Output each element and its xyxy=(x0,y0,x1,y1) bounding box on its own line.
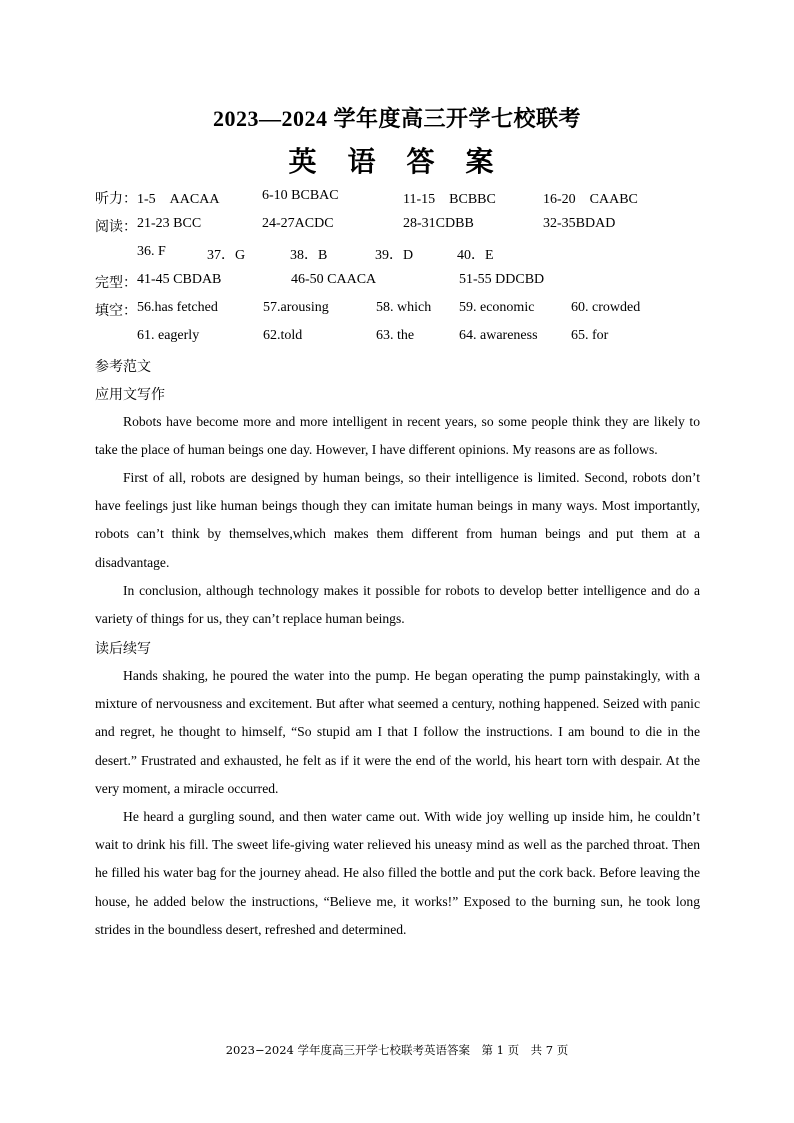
answer-item: 39．D xyxy=(375,248,414,263)
model-essays-heading: 参考范文 xyxy=(95,360,151,375)
cloze-label: 完型： xyxy=(95,276,137,291)
answer-item: 60. crowded xyxy=(571,300,641,315)
answer-item: 57.arousing xyxy=(263,300,329,315)
answer-item: 65. for xyxy=(571,328,609,343)
answer-group: 51-55 DDCBD xyxy=(459,272,545,287)
document-subtitle: 英 语 答 案 xyxy=(288,147,506,178)
answer-item: 62.told xyxy=(263,328,303,343)
answer-group: 6-10 BCBAC xyxy=(262,188,339,203)
answer-group: 21-23 BCC xyxy=(137,216,202,231)
answer-item: 40．E xyxy=(457,248,494,263)
answer-item: 36. F xyxy=(137,244,166,259)
answer-item: 61. eagerly xyxy=(137,328,200,343)
answer-group: 11-15 BCBBC xyxy=(403,192,496,207)
answer-item: 64. awareness xyxy=(459,328,538,343)
answer-item: 56.has fetched xyxy=(137,300,218,315)
paragraph: Hands shaking, he poured the water into the pump. He began operating the pump painstakingly, with a mixture of nervousness and excitement. But after what seemed a century, nothing happened. Seized with panic and regret, he thought to himself, “So stupid am I that I follow the instructions. I am bound to die in the desert.” Frustrated and exhausted, he felt as if it were the end of the world, his heart torn with despair. At the very moment, a miracle occurred. xyxy=(95,668,700,796)
reading-label: 阅读： xyxy=(95,220,137,235)
document-title: 2023—2024 学年度高三开学七校联考 xyxy=(212,106,581,131)
fill-in-label: 填空： xyxy=(95,304,137,319)
listening-label: 听力： xyxy=(95,192,137,207)
answer-item: 63. the xyxy=(376,328,415,343)
answer-group: 24-27ACDC xyxy=(262,216,334,231)
answer-item: 37．G xyxy=(207,248,246,263)
paragraph: He heard a gurgling sound, and then water came out. With wide joy welling up inside him, he couldn’t wait to drink his fill. The sweet life-giving water relieved his uneasy mind as well as the parched throat. Then he filled his water bag for the journey ahead. He also filled the bottle and put the cork back. Before leaving the house, he added below the instructions, “Believe me, it works!” Exposed to the burning sun, he took long strides in the boundless desert, refreshed and determined. xyxy=(95,809,700,937)
answer-group: 16-20 CAABC xyxy=(543,192,638,207)
answer-group: 1-5 AACAA xyxy=(137,192,220,207)
answer-group: 28-31CDBB xyxy=(403,216,474,231)
answer-group: 41-45 CBDAB xyxy=(137,272,222,287)
answer-item: 38．B xyxy=(290,248,328,263)
paragraph: In conclusion, although technology makes it possible for robots to develop better intelligence and do a variety of things for us, they can’t replace human beings. xyxy=(95,583,700,627)
answer-item: 59. economic xyxy=(459,300,535,315)
answer-item: 58. which xyxy=(376,300,432,315)
answer-group: 32-35BDAD xyxy=(543,216,616,231)
practical-writing-heading: 应用文写作 xyxy=(95,388,165,403)
page-footer: 2023−2024 学年度高三开学七校联考英语答案 第 1 页 共 7 页 xyxy=(225,1043,569,1057)
answer-group: 46-50 CAACA xyxy=(291,272,377,287)
paragraph: First of all, robots are designed by human beings, so their intelligence is limited. Second, robots don’t have feelings just like human beings though they can imitate human beings in many ways. Most importantly, robots can’t think by themselves,which makes them different from human beings and put them at a disadvantage. xyxy=(95,470,700,570)
continuation-writing-heading: 读后续写 xyxy=(95,642,151,657)
paragraph: Robots have become more and more intelligent in recent years, so some people think they are likely to take the place of human beings one day. However, I have different opinions. My reasons are as follows. xyxy=(95,414,700,458)
